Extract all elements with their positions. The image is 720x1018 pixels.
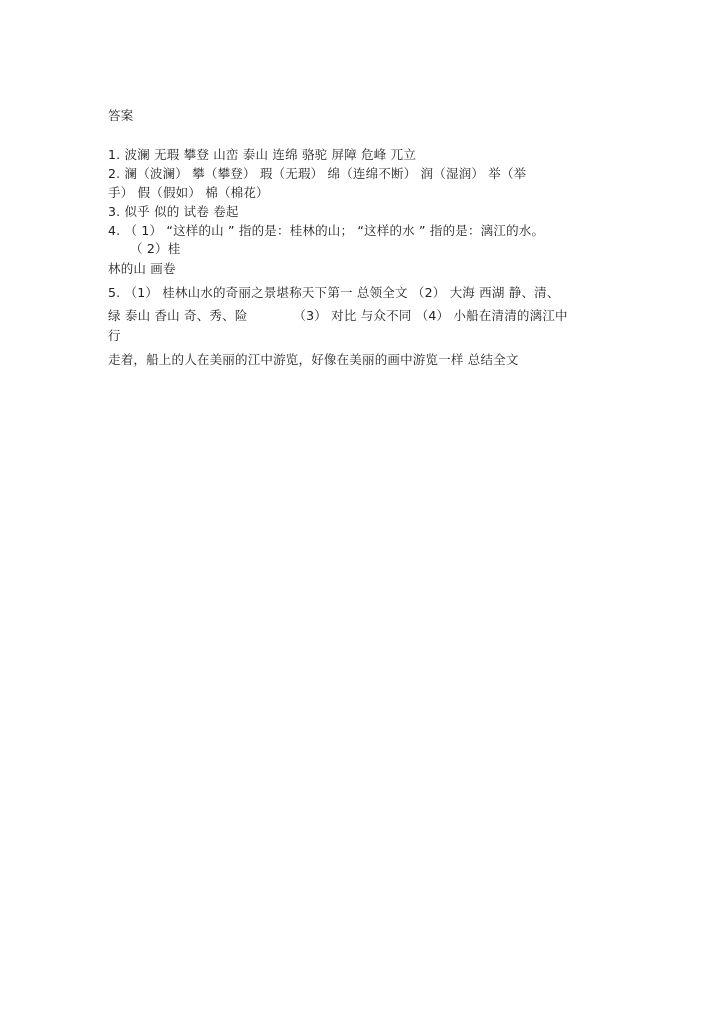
answer-line-6: （ 2）桂 [130,241,181,256]
answer-title: 答案 [108,108,134,123]
answer-line-1: 1. 波澜 无瑕 攀登 山峦 泰山 连绵 骆驼 屏障 危峰 兀立 [108,147,417,162]
answer-line-5: 4. （ 1） “这样的山 ” 指的是：桂林的山； “这样的水 ” 指的是：漓江的水。 [108,223,545,238]
answer-line-3: 手） 假（假如） 棉（棉花） [108,185,269,200]
answer-line-8: 5. （1） 桂林山水的奇丽之景堪称天下第一 总领全文 （2） 大海 西湖 静、清、 [108,285,560,300]
answer-line-11: 走着，船上的人在美丽的江中游览，好像在美丽的画中游览一样 总结全文 [108,352,519,367]
answer-line-2: 2. 澜（波澜） 攀（攀登） 瑕（无瑕） 绵（连绵不断） 润（湿润） 举（举 [108,166,527,181]
answer-line-4: 3. 似乎 似的 试卷 卷起 [108,204,239,219]
answer-line-10: 行 [108,328,121,343]
answer-line-9: 绿 泰山 香山 奇、秀、险 （3） 对比 与众不同 （4） 小船在清清的漓江中 [108,308,568,323]
answer-line-7: 林的山 画卷 [108,261,176,276]
